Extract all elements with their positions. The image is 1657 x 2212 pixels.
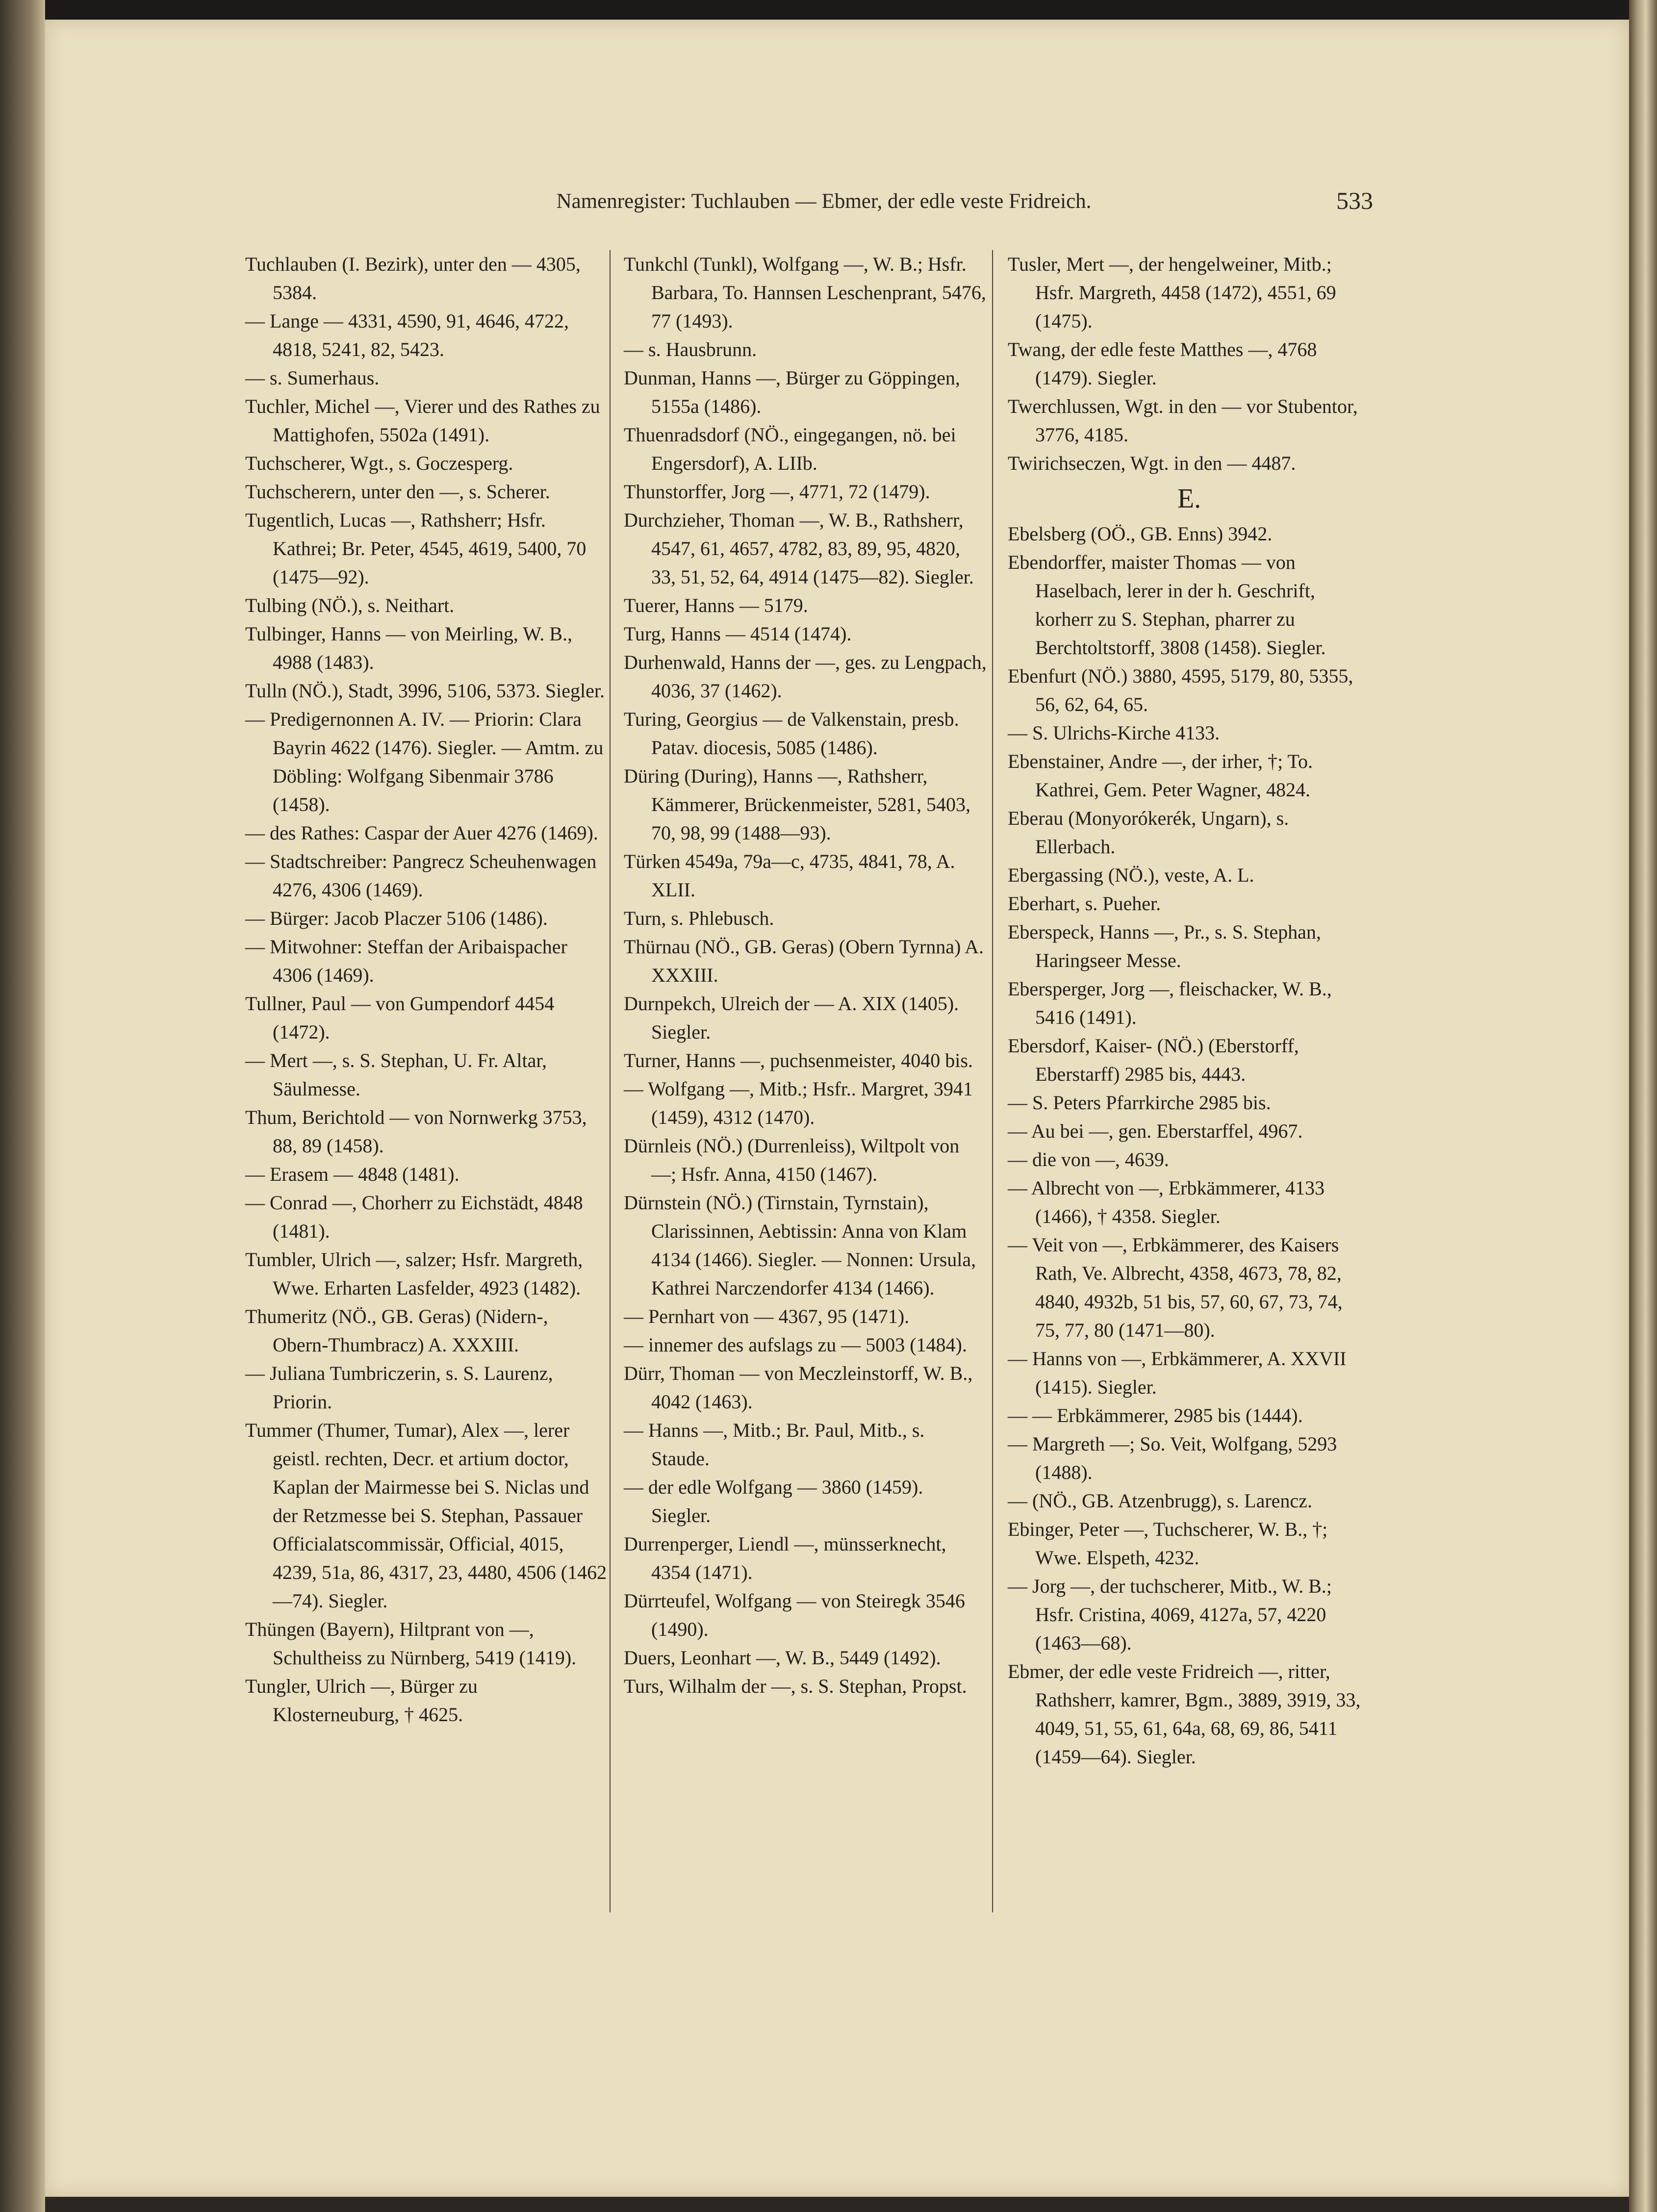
index-column-1	[245, 250, 608, 1729]
index-entry: Eberhart, s. Pueher.	[1008, 892, 1161, 915]
index-entry: — S. Ulrichs-Kirche 4133.	[1008, 722, 1220, 744]
index-entry: Ebersdorf, Kaiser- (NÖ.) (Eberstorff, Eberstarff) 2985 bis, 4443.	[1008, 1035, 1299, 1085]
index-entry: Tuerer, Hanns — 5179.	[624, 594, 808, 616]
index-entry: — die von —, 4639.	[1008, 1148, 1169, 1170]
index-entry: Ebendorffer, maister Thomas — von Haselbach, lerer in der h. Geschrift, korherr zu S. Stephan, pharrer zu Berchtoltstorff, 3808 (1458). Siegler.	[1008, 551, 1326, 659]
index-entry: Turner, Hanns —, puchsenmeister, 4040 bis.	[624, 1049, 973, 1071]
index-entry: — Jorg —, der tuchscherer, Mitb., W. B.; Hsfr. Cristina, 4069, 4127a, 57, 4220 (1463—68).	[1008, 1575, 1332, 1654]
index-entry: — Pernhart von — 4367, 95 (1471).	[624, 1305, 910, 1327]
index-entry: Tullner, Paul — von Gumpendorf 4454 (1472).	[245, 992, 555, 1043]
index-entry: Turs, Wilhalm der —, s. S. Stephan, Propst.	[624, 1675, 967, 1697]
index-entry: Dürrteufel, Wolfgang — von Steiregk 3546 (1490).	[624, 1590, 965, 1640]
index-entry: Dürnleis (NÖ.) (Durrenleiss), Wiltpolt von —; Hsfr. Anna, 4150 (1467).	[624, 1135, 960, 1185]
column-divider	[610, 250, 611, 1912]
index-entry: Dunman, Hanns —, Bürger zu Göppingen, 5155a (1486).	[624, 367, 960, 417]
index-entry: — Stadtschreiber: Pangrecz Scheuhenwagen 4276, 4306 (1469).	[245, 850, 597, 901]
index-entry: Tummer (Thumer, Tumar), Alex —, lerer geistl. rechten, Decr. et artium doctor, Kaplan der Mairmesse bei S. Niclas und der Retzmesse bei S. Stephan, Passauer Officialatscommissär, Official, 4015, 4239, 51a, 86, 4317, 23, 4480, 4506 (1462—74). Siegler.	[245, 1419, 607, 1612]
index-entry: Dürnstein (NÖ.) (Tirnstain, Tyrnstain), Clarissinnen, Aebtissin: Anna von Klam 4134 (1466). Siegler. — Nonnen: Ursula, Kathrei Narczendorfer 4134 (1466).	[624, 1192, 976, 1299]
section-heading-e: E.	[1177, 483, 1201, 514]
running-title: Namenregister: Tuchlauben — Ebmer, der edle veste Fridreich.	[556, 190, 1092, 213]
index-entry: Thum, Berichtold — von Nornwerkg 3753, 88, 89 (1458).	[245, 1106, 587, 1157]
index-entry: Düring (During), Hanns —, Rathsherr, Kämmerer, Brückenmeister, 5281, 5403, 70, 98, 99 (1488—93).	[624, 765, 971, 844]
index-entry: — Hanns von —, Erbkämmerer, A. XXVII (1415). Siegler.	[1008, 1348, 1347, 1398]
index-entry: Twang, der edle feste Matthes —, 4768 (1479). Siegler.	[1008, 338, 1317, 389]
index-entry: Tumbler, Ulrich —, salzer; Hsfr. Margreth, Wwe. Erharten Lasfelder, 4923 (1482).	[245, 1248, 583, 1299]
index-entry: Durchzieher, Thoman —, W. B., Rathsherr, 4547, 61, 4657, 4782, 83, 89, 95, 4820, 33, 51, 52, 64, 4914 (1475—82). Siegler.	[624, 509, 974, 588]
index-entry: Tulln (NÖ.), Stadt, 3996, 5106, 5373. Siegler.	[245, 680, 605, 702]
index-entry: — s. Sumerhaus.	[245, 367, 380, 389]
index-entry: Tulbinger, Hanns — von Meirling, W. B., 4988 (1483).	[245, 623, 572, 673]
index-entry: — Predigernonnen A. IV. — Priorin: Clara Bayrin 4622 (1476). Siegler. — Amtm. zu Döbling: Wolfgang Sibenmair 3786 (1458).	[245, 708, 604, 815]
index-entry: — Albrecht von —, Erbkämmerer, 4133 (1466), † 4358. Siegler.	[1008, 1177, 1325, 1227]
index-entry: Thürnau (NÖ., GB. Geras) (Obern Tyrnna) A. XXXIII.	[624, 936, 984, 986]
index-entry: Tuchscherern, unter den —, s. Scherer.	[245, 481, 550, 503]
index-entry: Thüngen (Bayern), Hiltprant von —, Schultheiss zu Nürnberg, 5419 (1419).	[245, 1618, 577, 1669]
index-entry: — S. Peters Pfarrkirche 2985 bis.	[1008, 1092, 1271, 1114]
index-entry: — des Rathes: Caspar der Auer 4276 (1469).	[245, 822, 598, 844]
index-entry: — Juliana Tumbriczerin, s. S. Laurenz, Priorin.	[245, 1362, 553, 1413]
index-entry: — — Erbkämmerer, 2985 bis (1444).	[1008, 1404, 1303, 1426]
index-entry: Turn, s. Phlebusch.	[624, 907, 774, 929]
index-column-3	[1008, 250, 1371, 1771]
index-entry: — Au bei —, gen. Eberstarffel, 4967.	[1008, 1120, 1303, 1142]
index-entry: Eberau (Monyorókerék, Ungarn), s. Ellerbach.	[1008, 807, 1289, 858]
index-entry: — Erasem — 4848 (1481).	[245, 1163, 459, 1185]
index-entry: Tuchler, Michel —, Vierer und des Rathes zu Mattighofen, 5502a (1491).	[245, 395, 600, 446]
index-entry: — s. Hausbrunn.	[624, 338, 757, 360]
index-entry: — Bürger: Jacob Placzer 5106 (1486).	[245, 907, 548, 929]
index-entry: — innemer des aufslags zu — 5003 (1484).	[624, 1334, 967, 1356]
index-entry: — Mitwohner: Steffan der Aribaispacher 4306 (1469).	[245, 936, 567, 986]
index-entry: Tungler, Ulrich —, Bürger zu Klosterneuburg, † 4625.	[245, 1675, 478, 1726]
index-entry: Thunstorffer, Jorg —, 4771, 72 (1479).	[624, 481, 930, 503]
index-entry: Tuchscherer, Wgt., s. Goczesperg.	[245, 452, 513, 474]
column-divider	[992, 250, 993, 1912]
index-entry: Tunkchl (Tunkl), Wolfgang —, W. B.; Hsfr. Barbara, To. Hannsen Leschenprant, 5476, 77 (1493).	[624, 253, 986, 332]
index-entry: — (NÖ., GB. Atzenbrugg), s. Larencz.	[1008, 1490, 1312, 1512]
index-entry: Turing, Georgius — de Valkenstain, presb. Patav. diocesis, 5085 (1486).	[624, 708, 959, 759]
index-entry: Ebenstainer, Andre —, der irher, †; To. Kathrei, Gem. Peter Wagner, 4824.	[1008, 750, 1313, 801]
page-number: 533	[1336, 187, 1373, 214]
index-entry: Tuchlauben (I. Bezirk), unter den — 4305, 5384.	[245, 253, 581, 304]
index-entry: — Margreth —; So. Veit, Wolfgang, 5293 (1488).	[1008, 1433, 1337, 1483]
index-entry: Thuenradsdorf (NÖ., eingegangen, nö. bei Engersdorf), A. LIIb.	[624, 424, 956, 474]
index-entry: Tusler, Mert —, der hengelweiner, Mitb.; Hsfr. Margreth, 4458 (1472), 4551, 69 (1475).	[1008, 253, 1336, 332]
index-column-2	[624, 250, 987, 1701]
scan-book-gutter	[0, 0, 45, 2212]
index-entry: — der edle Wolfgang — 3860 (1459). Siegler.	[624, 1476, 923, 1526]
index-entry: — Conrad —, Chorherr zu Eichstädt, 4848 (1481).	[245, 1192, 583, 1242]
index-entry: Ebersperger, Jorg —, fleischacker, W. B., 5416 (1491).	[1008, 978, 1332, 1028]
index-entry: Twerchlussen, Wgt. in den — vor Stubentor, 3776, 4185.	[1008, 395, 1358, 446]
scan-page-edge	[1629, 0, 1657, 2212]
index-entry: Twirichseczen, Wgt. in den — 4487.	[1008, 452, 1296, 474]
index-entry: Thumeritz (NÖ., GB. Geras) (Nidern-, Obern-Thumbracz) A. XXXIII.	[245, 1305, 548, 1356]
index-entry: Ebergassing (NÖ.), veste, A. L.	[1008, 864, 1254, 886]
index-entry: Türken 4549a, 79a—c, 4735, 4841, 78, A. XLII.	[624, 850, 955, 901]
index-entry: — Hanns —, Mitb.; Br. Paul, Mitb., s. Staude.	[624, 1419, 925, 1470]
index-entry: Duers, Leonhart —, W. B., 5449 (1492).	[624, 1647, 941, 1669]
index-entry: Ebenfurt (NÖ.) 3880, 4595, 5179, 80, 5355, 56, 62, 64, 65.	[1008, 665, 1353, 715]
index-entry: — Veit von —, Erbkämmerer, des Kaisers Rath, Ve. Albrecht, 4358, 4673, 78, 82, 4840, 4932b, 51 bis, 57, 60, 67, 73, 74, 75, 77, 80 (1471—80).	[1008, 1234, 1343, 1341]
index-entry: Durhenwald, Hanns der —, ges. zu Lengpach, 4036, 37 (1462).	[624, 651, 987, 702]
index-entry: Ebmer, der edle veste Fridreich —, ritter, Rathsherr, kamrer, Bgm., 3889, 3919, 33, 4049, 51, 55, 61, 64a, 68, 69, 86, 5411 (1459—64). Siegler.	[1008, 1660, 1361, 1768]
index-entry: Durnpekch, Ulreich der — A. XIX (1405). Siegler.	[624, 992, 959, 1043]
index-entry: Durrenperger, Liendl —, münsserknecht, 4354 (1471).	[624, 1533, 946, 1583]
index-entry: — Lange — 4331, 4590, 91, 4646, 4722, 4818, 5241, 82, 5423.	[245, 310, 569, 360]
index-entry: — Wolfgang —, Mitb.; Hsfr.. Margret, 3941 (1459), 4312 (1470).	[624, 1078, 973, 1128]
index-entry: Turg, Hanns — 4514 (1474).	[624, 623, 852, 645]
index-entry: Dürr, Thoman — von Meczleinstorff, W. B., 4042 (1463).	[624, 1362, 973, 1413]
index-entry: Ebinger, Peter —, Tuchscherer, W. B., †; Wwe. Elspeth, 4232.	[1008, 1518, 1328, 1569]
index-entry: Eberspeck, Hanns —, Pr., s. S. Stephan, Haringseer Messe.	[1008, 921, 1321, 971]
index-entry: — Mert —, s. S. Stephan, U. Fr. Altar, Säulmesse.	[245, 1049, 547, 1100]
index-entry: Tugentlich, Lucas —, Rathsherr; Hsfr. Kathrei; Br. Peter, 4545, 4619, 5400, 70 (1475—92).	[245, 509, 586, 588]
index-entry: Tulbing (NÖ.), s. Neithart.	[245, 594, 455, 616]
index-entry: Ebelsberg (OÖ., GB. Enns) 3942.	[1008, 523, 1273, 545]
scan-top-border	[0, 0, 1657, 20]
